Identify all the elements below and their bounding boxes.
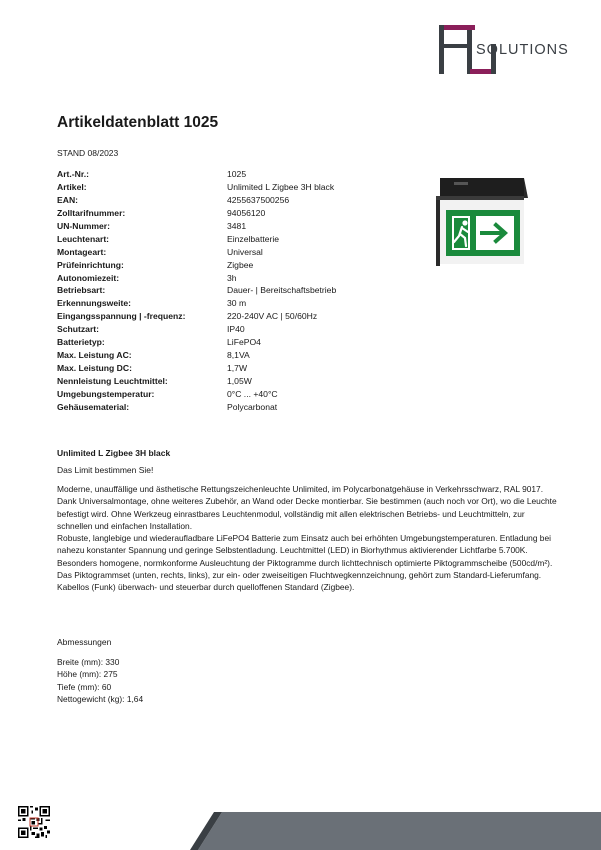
spec-row — [57, 272, 417, 285]
qr-code-icon — [18, 806, 50, 838]
arrow-right-icon — [476, 216, 514, 250]
product-description — [57, 483, 557, 594]
spec-label: Nennleistung Leuchtmittel: — [57, 376, 168, 386]
spec-row — [57, 388, 417, 401]
dimension-item: Tiefe (mm): 60 — [57, 681, 112, 692]
dimensions-heading: Abmessungen — [57, 637, 112, 647]
spec-value: LiFePO4 — [227, 337, 261, 348]
spec-row — [57, 401, 417, 414]
spec-value: Zigbee — [227, 259, 254, 270]
spec-label: Betriebsart: — [57, 285, 106, 296]
spec-value: 1,7W — [227, 363, 248, 374]
spec-value: 1025 — [227, 169, 247, 179]
running-man-icon — [452, 216, 470, 250]
spec-label: Montageart: — [57, 246, 107, 257]
exit-sign-product-image — [432, 176, 528, 268]
dimension-item: Höhe (mm): 275 — [57, 669, 118, 680]
dimensions-list — [57, 656, 143, 706]
description-paragraph: Moderne, unauffällige und ästhetische Rettungszeichenleuchte Unlimited, im Polycarbonatgehäuse in Verkehrsschwarz, RAL 9017. Dank Universalmontage, ohne weiteres Zubehör, an Wand oder Decke montierbar. Sie bestimmen (auch noch vor Ort), wo die Leuchte befestigt wird. Ohne Werkzeug einrastbares Leuchtenmodul, vollständig mit allen elektrischen Betriebs- und Leuchtmitteln, zur schnellen und einfachen Installation. — [57, 484, 557, 531]
spec-row — [57, 349, 417, 362]
spec-label: Eingangsspannung | -frequenz: — [57, 311, 186, 322]
spec-row — [57, 233, 417, 246]
spec-row — [57, 168, 417, 181]
spec-row — [57, 181, 417, 194]
spec-label: Max. Leistung AC: — [57, 350, 132, 361]
spec-value: 4255637500256 — [227, 194, 290, 205]
logo-brand-text: SOLUTIONS — [476, 42, 569, 58]
spec-label: Umgebungstemperatur: — [57, 388, 155, 399]
spec-value: 0°C ... +40°C — [227, 388, 278, 399]
spec-label: Schutzart: — [57, 324, 100, 335]
spec-value: 220-240V AC | 50/60Hz — [227, 311, 318, 322]
spec-value: IP40 — [227, 324, 245, 335]
spec-row — [57, 220, 417, 233]
description-paragraph: Kabellos (Funk) überwach- und steuerbar durch quelloffenen Standard (Zigbee). — [57, 582, 355, 593]
spec-label: Artikel: — [57, 181, 87, 192]
dimension-item: Breite (mm): 330 — [57, 657, 120, 667]
footer-bar — [0, 812, 601, 850]
spec-value: Dauer- | Bereitschaftsbetrieb — [227, 285, 337, 296]
spec-row — [57, 259, 417, 272]
spec-value: 1,05W — [227, 376, 252, 386]
spec-value: 94056120 — [227, 207, 266, 218]
spec-label: Gehäusematerial: — [57, 401, 130, 412]
spec-label: Batterietyp: — [57, 337, 105, 348]
spec-row — [57, 284, 417, 297]
spec-label: Art.-Nr.: — [57, 169, 89, 179]
spec-value: 3481 — [227, 220, 247, 231]
spec-row — [57, 246, 417, 259]
spec-row — [57, 375, 417, 388]
dimension-item: Nettogewicht (kg): 1,64 — [57, 694, 144, 705]
spec-table — [57, 168, 417, 414]
spec-value: 3h — [227, 272, 237, 283]
product-tagline: Das Limit bestimmen Sie! — [57, 465, 154, 475]
spec-label: Max. Leistung DC: — [57, 363, 132, 374]
spec-row — [57, 336, 417, 349]
spec-row — [57, 323, 417, 336]
spec-value: Unlimited L Zigbee 3H black — [227, 181, 335, 192]
spec-value: 30 m — [227, 298, 247, 309]
spec-row — [57, 194, 417, 207]
spec-label: Zolltarifnummer: — [57, 207, 126, 218]
spec-row — [57, 362, 417, 375]
spec-row — [57, 207, 417, 220]
spec-value: 8,1VA — [227, 350, 250, 361]
spec-value: Einzelbatterie — [227, 233, 280, 244]
page-title: Artikeldatenblatt 1025 — [57, 114, 219, 131]
product-heading: Unlimited L Zigbee 3H black — [57, 448, 171, 458]
description-paragraph: Besonders homogene, normkonforme Ausleuchtung der Piktogramme durch lichttechnisch optimierte Piktogrammscheibe (500cd/m²). Das Piktogrammset (unten, rechts, links), zur ein- oder zweiseitigen Fluchtwegkennzeichnung, gehört zum Standard-Lieferumfang. — [57, 557, 553, 581]
spec-label: Leuchtenart: — [57, 233, 110, 244]
spec-value: Universal — [227, 246, 263, 257]
spec-label: Erkennungsweite: — [57, 298, 132, 309]
spec-label: Autonomiezeit: — [57, 272, 120, 283]
spec-label: UN-Nummer: — [57, 220, 110, 231]
spec-row — [57, 310, 417, 323]
spec-label: EAN: — [57, 194, 79, 205]
spec-label: Prüfeinrichtung: — [57, 259, 124, 270]
spec-row — [57, 297, 417, 310]
description-paragraph: Robuste, langlebige und wiederaufladbare LiFePO4 Batterie zum Einsatz auch bei erhöhten Umgebungstemperaturen. Entladung bei nahezu konstanter Spannung und geringe Selbstentladung. Leuchtmittel (LED) in Biorhythmus aktivierender Lichtfarbe 5.700K. — [57, 533, 551, 556]
stand-date: STAND 08/2023 — [57, 148, 119, 158]
spec-value: Polycarbonat — [227, 401, 278, 412]
